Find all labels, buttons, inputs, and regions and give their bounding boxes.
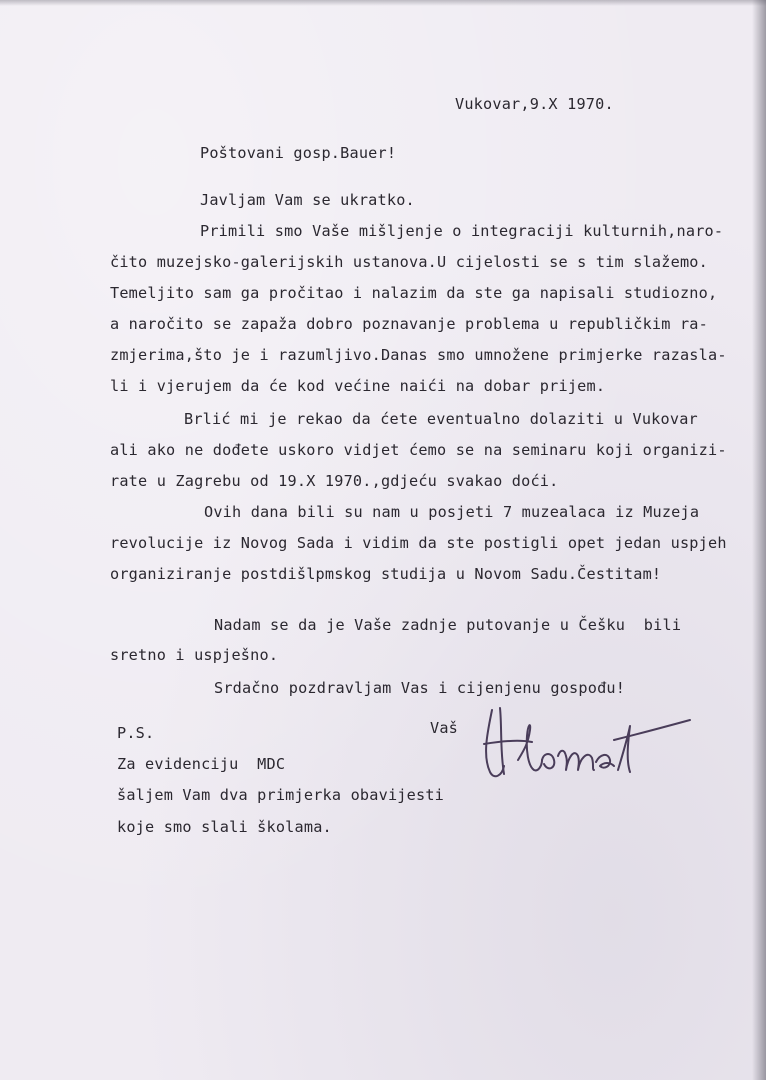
salutation: Poštovani gosp.Bauer! <box>200 144 397 162</box>
page-top-shadow <box>0 0 766 6</box>
body-line-4: Temeljito sam ga pročitao i nalazim da ste ga napisali studiozno, <box>110 284 718 302</box>
body-line-14: Nadam se da je Vaše zadnje putovanje u Češku bili <box>214 616 682 634</box>
body-line-13: organiziranje postdišlpmskog studija u Novom Sadu.Čestitam! <box>110 565 662 583</box>
handwritten-signature <box>478 700 698 790</box>
ps-line-3: koje smo slali školama. <box>117 818 332 836</box>
body-line-2: Primili smo Vaše mišljenje o integraciji kulturnih,naro- <box>200 222 724 240</box>
body-line-3: čito muzejsko-galerijskih ustanova.U cijelosti se s tim slažemo. <box>110 253 708 271</box>
body-line-1: Javljam Vam se ukratko. <box>200 191 415 209</box>
closing: Vaš <box>430 719 459 737</box>
ps-line-2: šaljem Vam dva primjerka obavijesti <box>117 786 445 804</box>
body-line-10: rate u Zagrebu od 19.X 1970.,gdjeću svakao doći. <box>110 472 559 490</box>
body-line-5: a naročito se zapaža dobro poznavanje problema u republičkim ra- <box>110 315 708 333</box>
page-edge-shadow <box>752 0 766 1080</box>
ps-line-1: Za evidenciju MDC <box>117 755 286 773</box>
body-line-6: zmjerima,što je i razumljivo.Danas smo umnožene primjerke razasla- <box>110 346 727 364</box>
ps-label: P.S. <box>117 724 155 742</box>
body-line-12: revolucije iz Novog Sada i vidim da ste postigli opet jedan uspjeh <box>110 534 727 552</box>
body-line-8: Brlić mi je rekao da ćete eventualno dolaziti u Vukovar <box>184 410 698 428</box>
body-line-9: ali ako ne dođete uskoro vidjet ćemo se na seminaru koji organizi- <box>110 441 727 459</box>
place-date: Vukovar,9.X 1970. <box>455 95 614 113</box>
body-line-7: li i vjerujem da će kod većine naići na dobar prijem. <box>110 377 606 395</box>
body-line-11: Ovih dana bili su nam u posjeti 7 muzealaca iz Muzeja <box>204 503 700 521</box>
body-line-15: sretno i uspješno. <box>110 646 279 664</box>
body-line-16: Srdačno pozdravljam Vas i cijenjenu gospođu! <box>214 679 626 697</box>
